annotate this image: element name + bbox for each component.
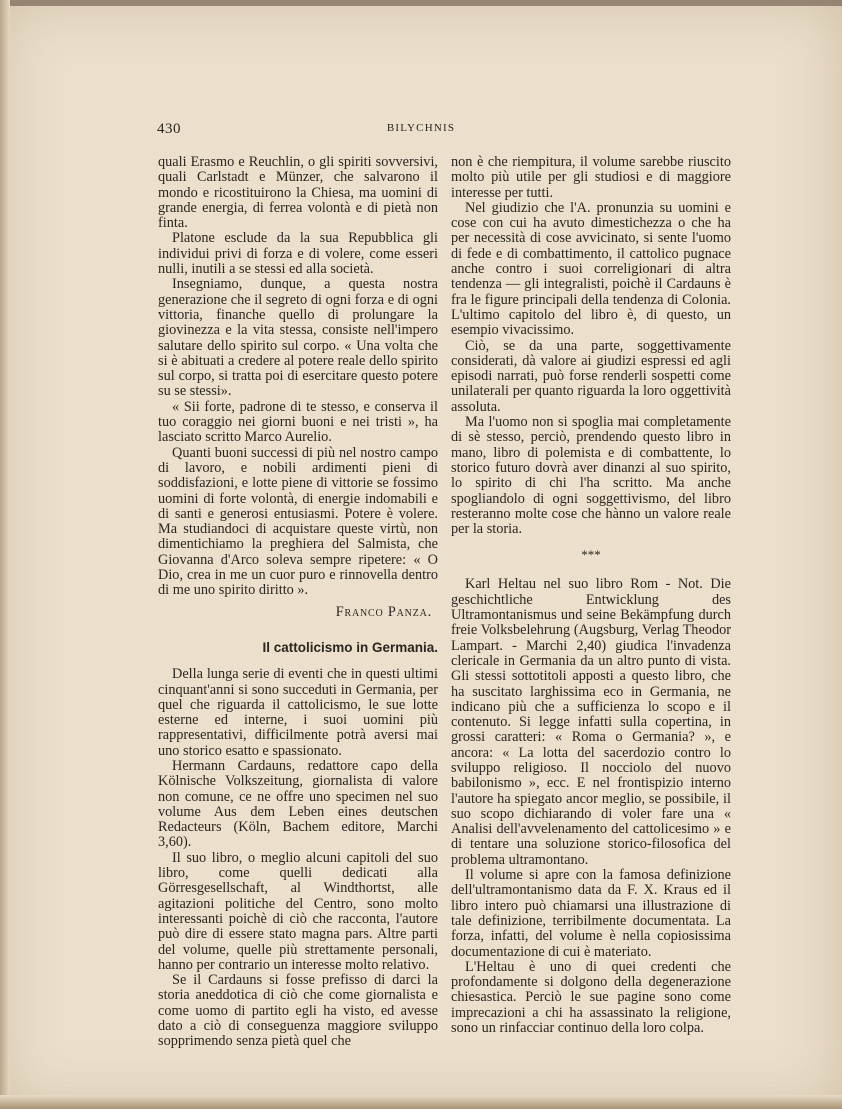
left-column <box>158 155 438 1050</box>
paragraph: Karl Heltau nel suo libro Rom - Not. Die geschichtliche Entwicklung des Ultramontanismus und seine Bekämpfung durch freie Volksbelehrung (Augsburg, Verlag Theodor Lampart. - Marchi 2,40) giudica l'invadenza clericale in Germania da un altro punto di vista. Gli stessi sottotitoli apposti a questo libro, che ha suscitato larghissima eco in Germania, ne indicano più che a sufficienza lo scopo e il contenuto. Si legge infatti sulla copertina, in grossi caratteri: « Roma o Germania? », e ancora: « La lotta del sacerdozio contro lo sviluppo religioso. Il nocciolo del nuovo babilonismo », ecc. E nel frontispizio interno l'autore ha spiegato ancor meglio, se possibile, il suo scopo dichiarando di voler fare una « Analisi dell'avvelenamento del cattolicesimo » e di tentare una soluzione storico-filosofica del problema ultramontano. <box>451 576 731 868</box>
paragraph: Ma l'uomo non si spoglia mai completamente di sè stesso, perciò, prendendo questo libro in mano, libro di polemista e di combattente, lo storico futuro dovrà aver dinanzi al suo spirito, lo spirito di chi l'ha scritto. Ma anche spogliandolo di ogni soggettivismo, del libro resteranno molte cose che hànno un valore reale per la storia. <box>451 414 731 538</box>
right-column <box>451 155 731 1036</box>
paragraph: Platone esclude da la sua Repubblica gli individui privi di forza e di volere, come esseri nulli, inutili a se stessi ed alla società. <box>158 230 438 278</box>
asterism-divider <box>451 547 731 563</box>
page-edge-left <box>0 0 10 1109</box>
page-edge-top <box>0 0 842 6</box>
page-edge-bottom <box>0 1095 842 1109</box>
paragraph: Nel giudizio che l'A. pronunzia su uomini e cose con cui ha avuto dimestichezza o che ha per necessità di cose avvicinato, si sente l'uomo di fede e di combattimento, il cattolico pugnace anche contro i suoi correligionari di altra tendenza — gli integralisti, poichè il Cardauns è fra le figure principali della tendenza di Colonia. L'ultimo capitolo del libro è, di questo, un esempio vivacissimo. <box>451 199 731 339</box>
paragraph: Insegniamo, dunque, a questa nostra generazione che il segreto di ogni forza e di ogni vittoria, finanche quello di prolungare la giovinezza e la vita stessa, consiste nell'impero salutare dello spirito sul corpo. « Una volta che si è abituati a credere al potere reale dello spirito sul corpo, si tratta poi di esercitare questo potere su se stessi». <box>158 276 438 400</box>
asterism-text: *** <box>581 547 601 563</box>
paragraph: Della lunga serie di eventi che in questi ultimi cinquant'anni si sono succeduti in Germania, per quel che riguarda il cattolicismo, le sue lotte esterne ed interne, i suoi uomini più rappresentativi, difficilmente potrà aversi mai uno storico esatto e spassionato. <box>158 666 438 759</box>
section-title: Il cattolicismo in Germania. <box>262 639 438 655</box>
paragraph: L'Heltau è uno di quei credenti che profondamente si dolgono della degenerazione chiesastica. Perciò le sue pagine sono come imprecazioni a chi ha assassinato la religione, sono un rinfacciar continuo della loro colpa. <box>451 958 731 1037</box>
running-title: BILYCHNIS <box>386 122 456 134</box>
paragraph: Il volume si apre con la famosa definizione dell'ultramontanismo data da F. X. Kraus ed il libro intero può chiamarsi una illustrazione di tale definizione, terribilmente documentata. La forza, infatti, del volume è nella copiosissima documentazione di cui è materiato. <box>451 867 731 960</box>
author-signature: Franco Panza. <box>335 603 432 620</box>
paragraph: Se il Cardauns si fosse prefisso di darci la storia aneddotica di ciò che come giornalista e come uomo di partito egli ha visto, ed avesse dato a ciò di conseguenza maggiore sviluppo sopprimendo senza pietà quel che <box>158 972 438 1050</box>
paragraph: Quanti buoni successi di più nel nostro campo di lavoro, e nobili ardimenti pieni di soddisfazioni, e lotte piene di vittorie se fossimo uomini di forte volontà, di energie indomabili e di santi e generosi entusiasmi. Potere è volere. Ma studiandoci di acquistare queste virtù, non dimentichiamo la preghiera del Salmista, che Giovanna d'Arco soleva sempre ripetere: « O Dio, crea in me un cuor puro e rinnovella dentro di me uno spirito diritto ». <box>158 444 438 599</box>
page-number: 430 <box>157 121 181 137</box>
paragraph: quali Erasmo e Reuchlin, o gli spiriti sovversivi, quali Carlstadt e Münzer, che salvarono il mondo e ricostituirono la Chiesa, ma uomini di grande energia, di ferrea volontà e di pietà non finta. <box>158 154 438 232</box>
paragraph: Ciò, se da una parte, soggettivamente considerati, dà valore ai giudizi espressi ed agli episodi narrati, può forse renderli sospetti come unilaterali per quanto riguarda la loro oggettività assoluta. <box>451 337 731 415</box>
paragraph: Hermann Cardauns, redattore capo della Kölnische Volkszeitung, giornalista di valore non comune, ce ne offre uno specimen nel suo volume Aus dem Leben eines deutschen Redacteurs (Köln, Bachem editore, Marchi 3,60). <box>158 757 438 851</box>
paragraph: « Sii forte, padrone di te stesso, e conserva il tuo coraggio nei giorni buoni e nei tristi », ha lasciato scritto Marco Aurelio. <box>158 398 438 446</box>
paragraph: non è che riempitura, il volume sarebbe riuscito molto più utile per gli studiosi e di maggiore interesse per tutti. <box>451 154 731 201</box>
paragraph: Il suo libro, o meglio alcuni capitoli del suo libro, come quelli dedicati alla Görresgesellschaft, al Windthortst, alle agitazioni politiche del Centro, sono molto interessanti poichè di ciò che racconta, l'autore può dire di essere stato magna pars. Altre parti del volume, quelle più strettamente personali, hanno per contrario un interesse molto relativo. <box>158 849 438 973</box>
